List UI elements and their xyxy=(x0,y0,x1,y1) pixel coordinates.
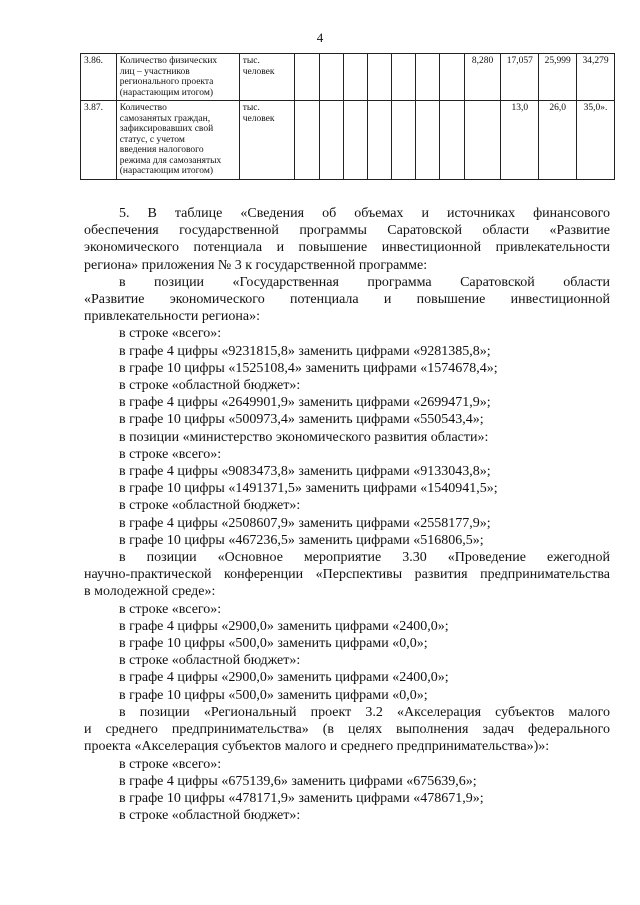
text-line: в позиции «Региональный проект 3.2 «Акселерация субъектов малого xyxy=(119,704,610,720)
empty-cell xyxy=(440,54,464,101)
text-line: в графе 4 цифры «2900,0» заменить цифрами «2400,0»; xyxy=(119,618,449,634)
empty-cell xyxy=(319,54,343,101)
text-line: привлекательности региона»: xyxy=(84,309,260,325)
text-line: в графе 4 цифры «2508607,9» заменить цифрами «2558177,9»; xyxy=(119,515,491,531)
text-line: «Развитие экономического потенциала и повышение инвестиционной xyxy=(84,292,610,308)
value-cell: 13,0 xyxy=(501,101,539,180)
text-line: в строке «всего»: xyxy=(119,326,222,342)
unit-cell xyxy=(239,54,295,101)
text-line: в строке «всего»: xyxy=(119,756,222,772)
value-cell xyxy=(464,101,501,180)
document-body xyxy=(84,205,610,824)
text-line: в строке «областной бюджет»: xyxy=(119,498,301,514)
indicator-name-line: регионального проекта xyxy=(119,77,214,87)
indicator-name-line: (нарастающим итогом) xyxy=(119,166,214,176)
empty-cell xyxy=(343,54,367,101)
value-cell: 34,279 xyxy=(577,54,615,101)
indicator-name-line: режима для самозанятых xyxy=(119,155,222,166)
empty-cell xyxy=(440,101,464,180)
unit-line: тыс. xyxy=(242,103,260,113)
text-line: 5. В таблице «Сведения об объемах и источниках финансового xyxy=(119,206,610,221)
indicator-name-line: (нарастающим итогом) xyxy=(119,87,214,98)
text-line: в графе 10 цифры «500,0» заменить цифрами «0,0»; xyxy=(119,687,428,703)
row-number: 3.87. xyxy=(81,101,117,180)
table-row xyxy=(81,101,615,180)
text-line: в графе 4 цифры «2900,0» заменить цифрами «2400,0»; xyxy=(119,670,449,686)
text-line: экономического потенциала и повышение инвестиционной привлекательности xyxy=(84,240,610,256)
empty-cell xyxy=(319,101,343,180)
indicator-name xyxy=(116,101,239,180)
value-cell: 8,280 xyxy=(464,54,501,101)
text-line: в графе 4 цифры «2649901,9» заменить цифрами «2699471,9»; xyxy=(119,395,491,411)
text-line: в графе 10 цифры «500973,4» заменить цифрами «550543,4»; xyxy=(119,412,484,428)
text-line: в графе 4 цифры «9231815,8» заменить цифрами «9281385,8»; xyxy=(119,343,491,359)
value-cell: 35,0». xyxy=(577,101,615,180)
text-line: научно-практической конференции «Перспективы развития предпринимательства xyxy=(84,567,610,583)
text-line: в строке «областной бюджет»: xyxy=(119,653,301,669)
text-line: в строке «всего»: xyxy=(119,446,222,462)
unit-line: человек xyxy=(242,66,275,77)
empty-cell xyxy=(367,101,391,180)
empty-cell xyxy=(367,54,391,101)
text-line: в молодежной среде»: xyxy=(84,584,216,600)
text-line: в графе 4 цифры «9083473,8» заменить цифрами «9133043,8»; xyxy=(119,464,491,480)
text-line: обеспечения государственной программы Саратовской области «Развитие xyxy=(84,223,610,239)
indicator-name-line: самозанятых граждан, xyxy=(119,113,211,124)
text-line: проекта «Акселерация субъектов малого и среднего предпринимательства»)»: xyxy=(84,739,550,755)
empty-cell xyxy=(416,101,440,180)
text-line: в графе 10 цифры «1491371,5» заменить цифрами «1540941,5»; xyxy=(119,481,498,497)
unit-cell xyxy=(239,101,295,180)
unit-line: человек xyxy=(242,113,275,124)
text-line: и среднего предпринимательства» (в целях выполнения задач федерального xyxy=(84,722,610,738)
indicator-name-line: Количество физических xyxy=(119,56,218,66)
indicators-table xyxy=(80,53,615,180)
indicator-name-line: лиц – участников xyxy=(119,66,190,77)
text-line: в позиции «Основное мероприятие 3.30 «Проведение ежегодной xyxy=(119,550,610,566)
indicator-name-line: статус, с учетом xyxy=(119,134,185,145)
table-row xyxy=(81,54,615,101)
indicator-name-line: введения налогового xyxy=(119,145,204,155)
value-cell: 26,0 xyxy=(539,101,577,180)
text-line: в строке «областной бюджет»: xyxy=(119,808,301,824)
text-line: в графе 10 цифры «478171,9» заменить цифрами «478671,9»; xyxy=(119,790,484,806)
empty-cell xyxy=(295,101,319,180)
text-line: в графе 4 цифры «675139,6» заменить цифрами «675639,6»; xyxy=(119,773,477,789)
indicator-name-line: Количество xyxy=(119,103,167,113)
text-line: в строке «областной бюджет»: xyxy=(119,378,301,394)
page-number: 4 xyxy=(316,30,324,45)
unit-line: тыс. xyxy=(242,56,260,66)
text-line: в позиции «министерство экономического развития области»: xyxy=(119,429,489,445)
empty-cell xyxy=(392,101,416,180)
text-line: в позиции «Государственная программа Саратовской области xyxy=(119,274,610,290)
text-line: в графе 10 цифры «1525108,4» заменить цифрами «1574678,4»; xyxy=(119,360,498,376)
value-cell: 17,057 xyxy=(501,54,539,101)
value-cell: 25,999 xyxy=(539,54,577,101)
empty-cell xyxy=(343,101,367,180)
text-line: в строке «всего»: xyxy=(119,601,222,617)
text-line: в графе 10 цифры «500,0» заменить цифрами «0,0»; xyxy=(119,636,428,652)
empty-cell xyxy=(295,54,319,101)
empty-cell xyxy=(416,54,440,101)
indicator-name-line: зафиксировавших свой xyxy=(119,124,214,134)
row-number: 3.86. xyxy=(81,54,117,101)
indicator-name xyxy=(116,54,239,101)
text-line: региона» приложения № 3 к государственной программе: xyxy=(84,257,428,273)
text-line: в графе 10 цифры «467236,5» заменить цифрами «516806,5»; xyxy=(119,532,484,548)
empty-cell xyxy=(392,54,416,101)
